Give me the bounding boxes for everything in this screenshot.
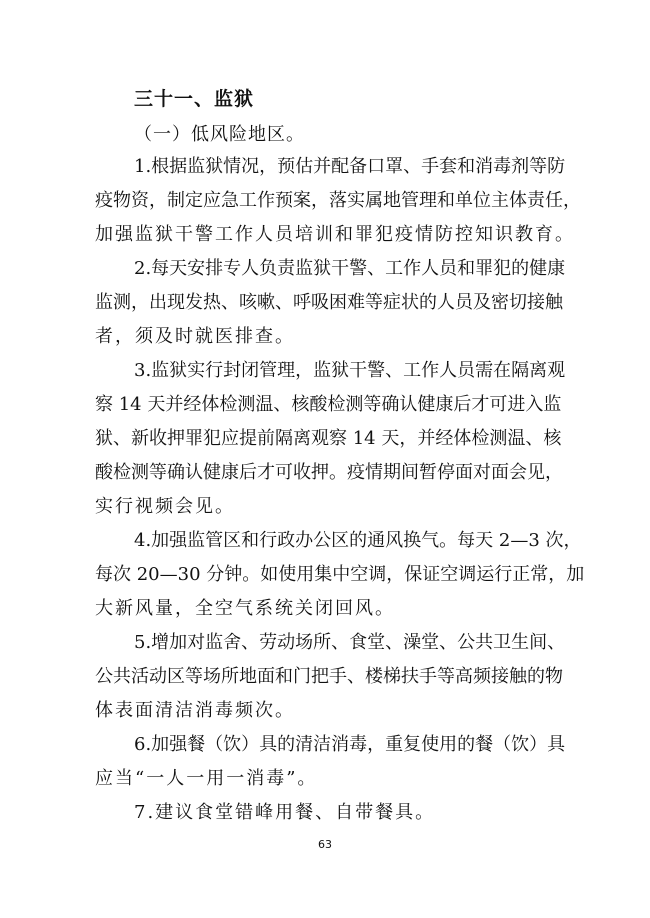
paragraph-1-line: 疫物资，制定应急工作预案，落实属地管理和单位主体责任，	[95, 190, 581, 211]
page-number: 63	[318, 838, 332, 851]
paragraph-5-line: 5.增加对监舍、劳动场所、食堂、澡堂、公共卫生间、	[134, 632, 566, 653]
paragraph-4-line: 大新风量，全空气系统关闭回风。	[95, 598, 395, 619]
paragraph-3-line: 察 14 天并经体检测温、核酸检测等确认健康后才可进入监	[95, 394, 562, 415]
paragraph-1-line: 1.根据监狱情况，预估并配备口罩、手套和消毒剂等防	[134, 156, 566, 177]
paragraph-4-line: 4.加强监管区和行政办公区的通风换气。每天 2—3 次，	[134, 530, 582, 551]
paragraph-2-line: 2.每天安排专人负责监狱干警、工作人员和罪犯的健康	[134, 258, 566, 279]
paragraph-3-line: 3.监狱实行封闭管理，监狱干警、工作人员需在隔离观	[134, 360, 566, 381]
paragraph-6-line: 应当“一人一用一消毒”。	[95, 768, 318, 789]
paragraph-5-line: 公共活动区等场所地面和门把手、楼梯扶手等高频接触的物	[95, 666, 563, 687]
paragraph-3-line: 酸检测等确认健康后才可收押。疫情期间暂停面对面会见，	[95, 462, 563, 483]
paragraph-6-line: 6.加强餐（饮）具的清洁消毒，重复使用的餐（饮）具	[134, 734, 566, 755]
paragraph-2-line: 者，须及时就医排查。	[95, 326, 295, 347]
paragraph-4-line: 每次 20—30 分钟。如使用集中空调，保证空调运行正常，加	[95, 564, 585, 585]
paragraph-7-line: 7.建议食堂错峰用餐、自带餐具。	[134, 802, 436, 823]
paragraph-5-line: 体表面清洁消毒频次。	[95, 700, 295, 721]
paragraph-3-line: 狱、新收押罪犯应提前隔离观察 14 天，并经体检测温、核	[95, 428, 562, 449]
paragraph-2-line: 监测，出现发热、咳嗽、呼吸困难等症状的人员及密切接触	[95, 292, 563, 313]
section-heading: 三十一、监狱	[134, 88, 255, 110]
paragraph-3-line: 实行视频会见。	[95, 496, 235, 517]
subsection-heading: （一）低风险地区。	[134, 124, 305, 145]
paragraph-1-line: 加强监狱干警工作人员培训和罪犯疫情防控知识教育。	[95, 224, 575, 245]
